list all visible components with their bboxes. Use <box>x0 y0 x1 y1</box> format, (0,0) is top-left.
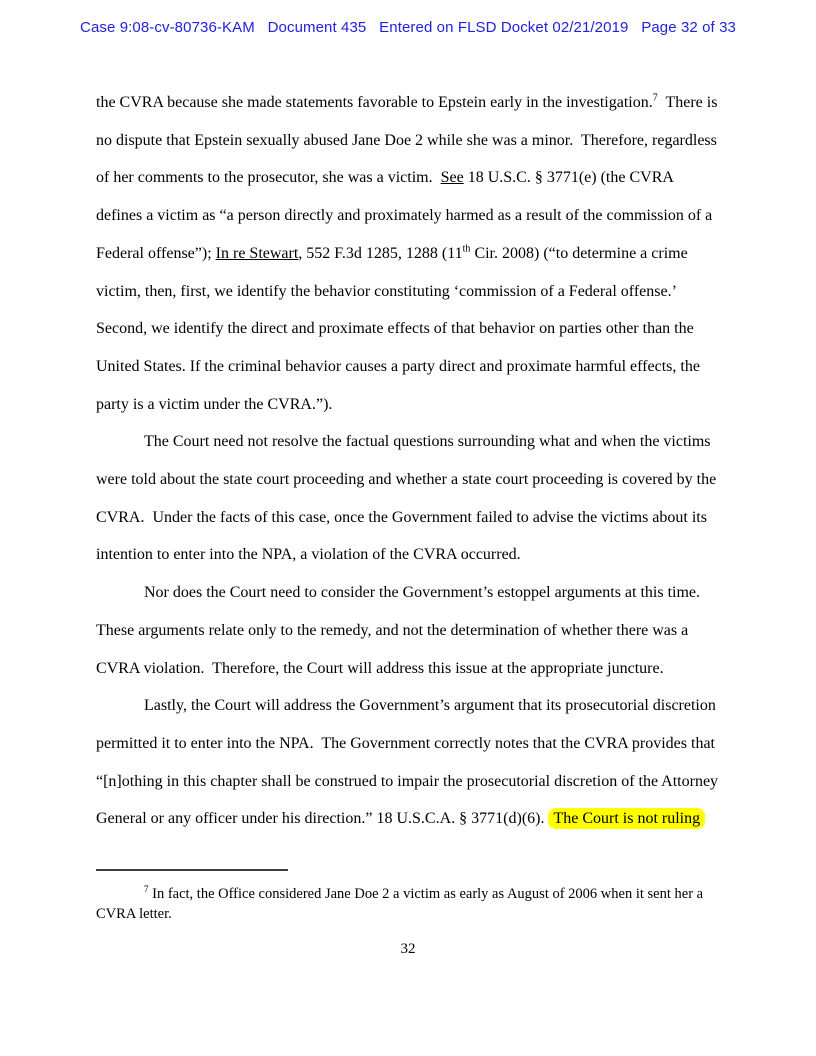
page-number: 32 <box>400 941 416 957</box>
paragraph: the CVRA because she made statements favorable to Epstein early in the investigation.$^7$ There is no dispute that Epstein sexually abused Jane Doe 2 while she was a minor. Therefore, regardless of her comments to the prosecutor, she was a victim. See 18 U.S.C. § 3771(e) (the CVRA defines a victim as “a person directly and proximately harmed as a result of the commission of a Federal offense”); In re Stewart, 552 F.3d 1285, 1288 (11th Cir. 2008) (“to determine a crime victim, then, first, we identify the behavior constituting ‘commission of a Federal offense.’ Second, we identify the direct and proximate effects of that behavior on parties other than the United States. If the criminal behavior causes a party direct and proximate harmful effects, the party is a victim under the CVRA.”). <box>96 92 722 413</box>
paragraph: The Court need not resolve the factual questions surrounding what and when the victims were told about the state court proceeding and whether a state court proceeding is covered by the CVRA. Under the facts of this case, once the Government failed to advise the victims about its intention to enter into the NPA, a violation of the CVRA occurred. <box>96 433 721 564</box>
ecf-stamp-header: Case 9:08-cv-80736-KAM Document 435 Entered on FLSD Docket 02/21/2019 Page 32 of 33 <box>80 19 736 36</box>
highlighted-text: The Court is not ruling <box>548 808 705 829</box>
paragraph: Nor does the Court need to consider the Government’s estoppel arguments at this time. These arguments relate only to the remedy, and not the determination of whether there was a CVRA violation. Therefore, the Court will address this issue at the appropriate juncture. <box>96 584 708 677</box>
footnote-separator <box>96 869 288 871</box>
paragraph: Lastly, the Court will address the Government’s argument that its prosecutorial discretion permitted it to enter into the NPA. The Government correctly notes that the CVRA provides that “[n]othing in this chapter shall be construed to impair the prosecutorial discretion of the Attorney General or any officer under his direction.” 18 U.S.C.A. § 3771(d)(6). The Court is not ruling <box>96 697 723 828</box>
footnote: $^7$ In fact, the Office considered Jane Doe 2 a victim as early as August of 2006 when it sent her a CVRA letter. <box>96 884 707 922</box>
document-body <box>96 84 723 838</box>
